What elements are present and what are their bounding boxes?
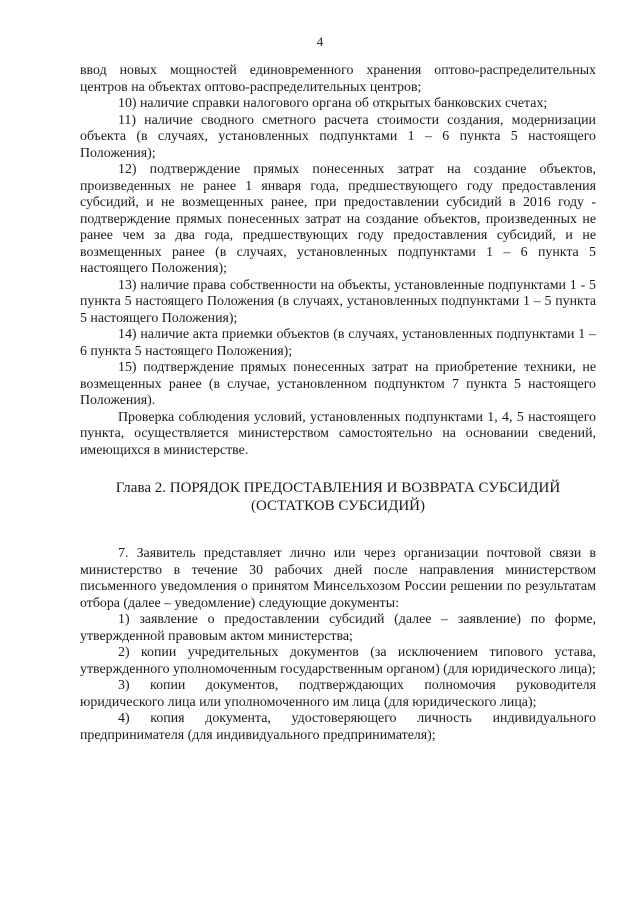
paragraph: 10) наличие справки налогового органа об открытых банковских счетах;	[118, 96, 548, 111]
paragraph: 15) подтверждение прямых понесенных затрат на приобретение техники, не возмещенных ранее (в случае, установленном подпунктом 7 пункта 5 настоящего Положения).	[80, 360, 596, 408]
paragraph: 12) подтверждение прямых понесенных затрат на создание объектов, произведенных не ранее 1 января года, предшествующего году предоставления субсидий, и не возмещенных ранее, при предоставлении субсидий в 2016 году - подтверждение прямых понесенных затрат на создание объектов, произведенных не ранее чем за два года, предшествующих году предоставления субсидий, и не возмещенных ранее (в случаях, установленных подпунктами 1 – 6 пункта 5 настоящего Положения);	[80, 162, 596, 276]
paragraph: 2) копии учредительных документов (за исключением типового устава, утвержденного уполномоченным государственным органом) (для юридического лица);	[80, 645, 596, 677]
chapter-heading	[80, 479, 596, 515]
paragraph: 7. Заявитель представляет лично или через организации почтовой связи в министерство в течение 30 рабочих дней после направления министерством письменного уведомления о принятом Минсельхозом России решении по результатам отбора (далее – уведомление) следующие документы:	[80, 546, 596, 611]
paragraph: Проверка соблюдения условий, установленных подпунктами 1, 4, 5 настоящего пункта, осуществляется министерством самостоятельно на основании сведений, имеющихся в министерстве.	[80, 409, 596, 458]
paragraph: 11) наличие сводного сметного расчета стоимости создания, модернизации объекта (в случаях, установленных подпунктами 1 – 6 пункта 5 настоящего Положения);	[80, 112, 596, 161]
chapter-heading-line-1: Глава 2. ПОРЯДОК ПРЕДОСТАВЛЕНИЯ И ВОЗВРАТА СУБСИДИЙ	[115, 480, 561, 496]
page-content	[80, 63, 596, 744]
conditions-list	[80, 63, 596, 459]
page-number: 4	[316, 34, 324, 49]
paragraph: ввод новых мощностей единовременного хранения оптово-распределительных центров на объектах оптово-распределительных центров;	[80, 63, 596, 95]
paragraph: 1) заявление о предоставлении субсидий (далее – заявление) по форме, утвержденной правовым актом министерства;	[80, 612, 596, 644]
paragraph: 14) наличие акта приемки объектов (в случаях, установленных подпунктами 1 – 6 пункта 5 настоящего Положения);	[80, 327, 596, 359]
paragraph: 3) копии документов, подтверждающих полномочия руководителя юридического лица или уполномоченного им лица (для юридического лица);	[80, 678, 596, 710]
chapter-heading-line-2: (ОСТАТКОВ СУБСИДИЙ)	[251, 498, 425, 514]
paragraph: 4) копия документа, удостоверяющего личность индивидуального предпринимателя (для индивидуального предпринимателя);	[80, 711, 596, 743]
documents-list	[80, 546, 596, 744]
paragraph: 13) наличие права собственности на объекты, установленные подпунктами 1 - 5 пункта 5 настоящего Положения (в случаях, установленных подпунктами 1 – 5 пункта 5 настоящего Положения);	[80, 277, 596, 326]
